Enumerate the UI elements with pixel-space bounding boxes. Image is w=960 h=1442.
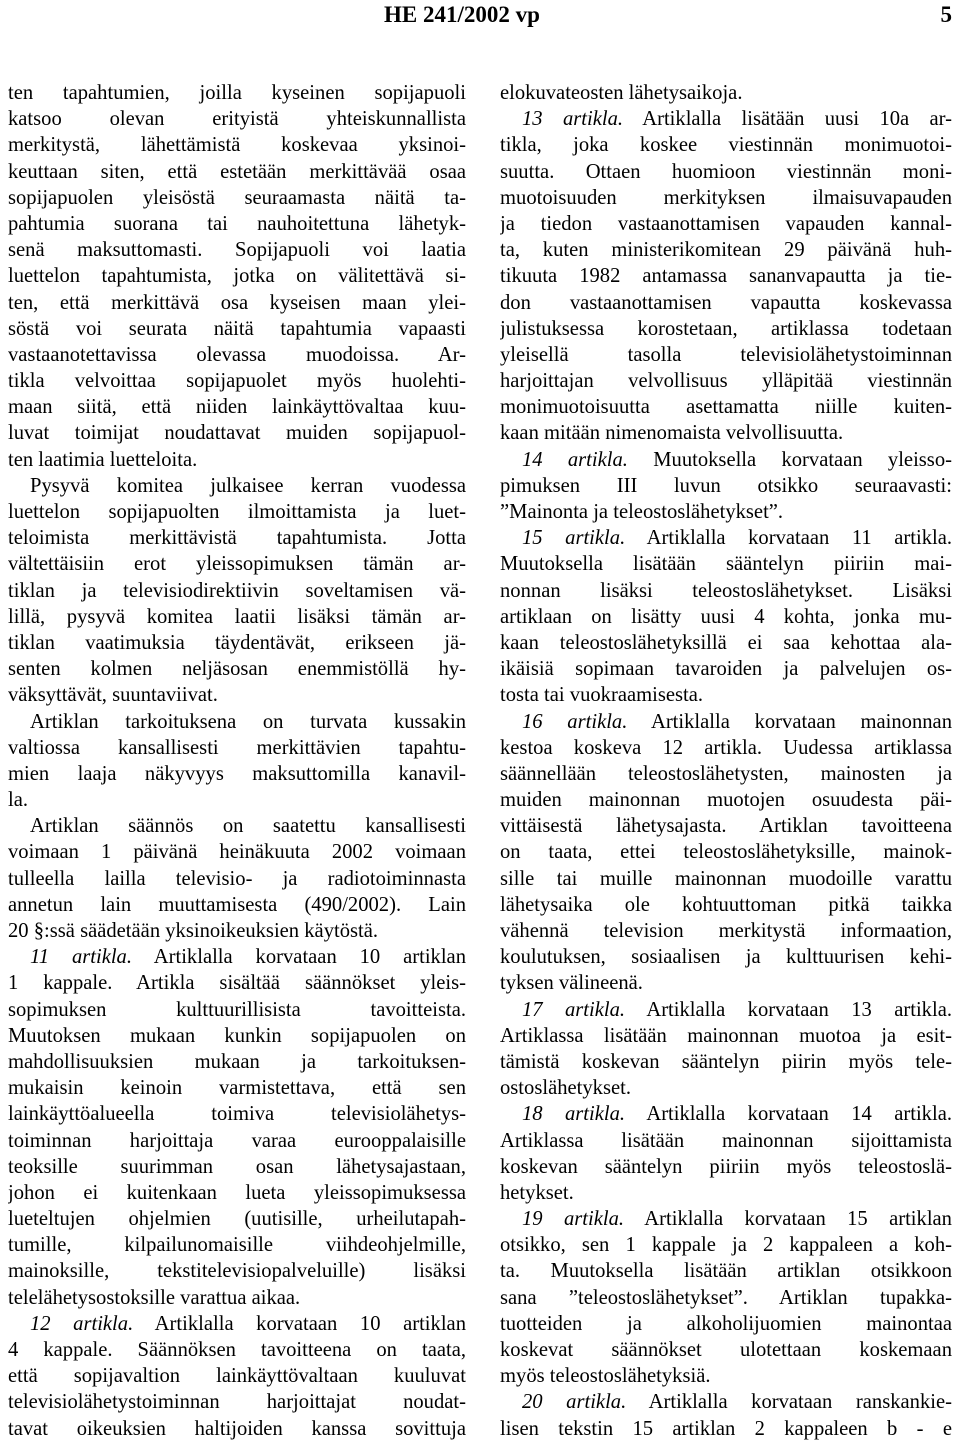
text-line xyxy=(8,604,466,630)
line-text: telelähetysostoksille varattua aikaa. xyxy=(8,1286,301,1309)
line-text: kestoa koskeva 12 artikla. Uudessa artiklassa xyxy=(500,736,952,759)
text-line xyxy=(500,1075,952,1101)
text-line xyxy=(500,1285,952,1311)
text-line xyxy=(500,420,952,446)
line-text: lainkäyttöalueella toimiva televisiolähetys- xyxy=(8,1103,466,1126)
text-line xyxy=(8,709,466,735)
line-text: valtiossa kansallisesti merkittävien tapahtu- xyxy=(8,736,466,759)
text-line xyxy=(8,892,466,918)
line-text: luvat toimijat noudattavat muiden sopijapuol- xyxy=(8,422,466,445)
text-line xyxy=(8,237,466,263)
line-text: Artiklan säännös on saatettu kansallisesti xyxy=(30,815,466,838)
text-line xyxy=(8,473,466,499)
text-line xyxy=(8,185,466,211)
line-text: Pysyvä komitea julkaisee kerran vuodessa xyxy=(30,474,466,497)
text-line xyxy=(500,106,952,132)
text-line xyxy=(8,263,466,289)
text-line xyxy=(500,1154,952,1180)
text-line xyxy=(8,1363,466,1389)
text-line xyxy=(8,525,466,551)
right-text-column xyxy=(500,80,952,1442)
page-header xyxy=(0,2,960,30)
line-text: vähennä television merkitystä informaation, xyxy=(500,920,952,942)
line-text: julistuksessa korostetaan, artiklassa todetaan xyxy=(500,317,952,340)
line-text: sille tai muille mainonnan muodoille varattu xyxy=(500,867,952,890)
line-text: mainoksille, tekstitelevisiopalveluille) lisäksi xyxy=(8,1260,466,1283)
text-line xyxy=(500,813,952,839)
text-line xyxy=(8,1389,466,1415)
article-heading: 17 artikla. xyxy=(522,998,626,1021)
text-line xyxy=(8,761,466,787)
text-line xyxy=(8,1075,466,1101)
line-text: ja tiedon vastaanottamisen vapauden kannal- xyxy=(500,212,952,235)
text-line xyxy=(500,368,952,394)
text-line xyxy=(500,525,952,551)
text-line xyxy=(8,499,466,525)
line-text: Artiklalla lisätään uusi 10a ar- xyxy=(623,108,952,131)
line-text: tavat oikeuksien haltijoiden kanssa sovittuja xyxy=(8,1417,466,1440)
line-text: Artiklalla korvataan 13 artikla. xyxy=(625,998,952,1021)
line-text: tosta tai vuokraamisesta. xyxy=(500,684,704,707)
text-line xyxy=(500,1389,952,1415)
line-text: muotoisuuden merkityksen ilmaisuvapauden xyxy=(500,186,952,209)
line-text: Artiklalla korvataan 10 artiklan xyxy=(133,1312,466,1335)
line-text: säännellään teleostoslähetysten, mainosten ja xyxy=(500,762,952,785)
text-line xyxy=(8,80,466,106)
line-text: tikla, joka koskee viestinnän monimuotoi- xyxy=(500,134,952,157)
line-text: ten laatimia luetteloita. xyxy=(8,448,198,471)
text-line xyxy=(500,447,952,473)
text-line xyxy=(500,394,952,420)
line-text: sana ”teleostoslähetykset”. Artiklan tupakka- xyxy=(500,1286,952,1309)
line-text: sopimuksen kulttuurillisista tavoitteista. xyxy=(8,998,466,1021)
line-text: monimuotoisuutta asettamatta niille kuiten- xyxy=(500,396,952,419)
text-line xyxy=(500,1337,952,1363)
line-text: lähetysaika ole kohtuuttoman pitkä taikka xyxy=(500,893,952,916)
left-text-column xyxy=(8,80,466,1442)
line-text: keuttaan siten, että estetään merkittävää osaa xyxy=(8,160,466,183)
line-text: toiminnan harjoittaja varaa eurooppalaisille xyxy=(8,1129,466,1152)
text-line xyxy=(8,159,466,185)
line-text: tyksen välineenä. xyxy=(500,972,643,995)
article-heading: 19 artikla. xyxy=(522,1208,625,1231)
line-text: koskevan sääntelyn piiriin myös teleostoslä- xyxy=(500,1155,952,1178)
line-text: tikla velvoittaa sopijapuolet myös huolehti- xyxy=(8,370,466,393)
text-line xyxy=(500,970,952,996)
line-text: ta, kuten ministerikomitean 29 päivänä huh- xyxy=(500,239,952,262)
text-line xyxy=(8,944,466,970)
line-text: yleisellä tasolla televisiolähetystoiminnan xyxy=(500,343,952,366)
line-text: senä maksuttomasti. Sopijapuoli voi laatia xyxy=(8,239,466,262)
line-text: Artiklan tarkoituksena on turvata kussakin xyxy=(30,710,466,733)
text-line xyxy=(500,80,952,106)
text-line xyxy=(8,578,466,604)
text-line xyxy=(8,106,466,132)
text-line xyxy=(8,1023,466,1049)
text-line xyxy=(500,1101,952,1127)
line-text: tämistä koskevan sääntelyn piirin myös tele- xyxy=(500,1050,952,1073)
text-line xyxy=(8,1416,466,1442)
text-line xyxy=(8,813,466,839)
line-text: suutta. Ottaen huomioon viestinnän moni- xyxy=(500,160,952,183)
text-line xyxy=(500,551,952,577)
line-text: sopijapuolen yleisöstä seuraamasta näitä ta- xyxy=(8,186,466,209)
line-text: mukaisin keinoin varmistettava, että sen xyxy=(8,1077,466,1100)
line-text: nonnan lisäksi teleostoslähetykset. Lisäksi xyxy=(500,579,952,602)
text-line xyxy=(8,420,466,446)
article-heading: 12 artikla. xyxy=(30,1312,134,1335)
text-line xyxy=(500,918,952,944)
line-text: koskevat säännökset ulotettaan koskemaan xyxy=(500,1339,952,1361)
text-line xyxy=(500,1180,952,1206)
text-line xyxy=(500,1049,952,1075)
line-text: merkitystä, lähettämistä koskevaa yksinoi- xyxy=(8,134,466,157)
line-text: lisen tekstin 15 artiklan 2 kappaleen b - e xyxy=(500,1417,952,1440)
text-line xyxy=(500,290,952,316)
line-text: mien laaja näkyvyys maksuttomilla kanavil- xyxy=(8,762,466,785)
text-line xyxy=(500,1206,952,1232)
line-text: 20 §:ssä säädetään yksinoikeuksien käytöstä. xyxy=(8,920,379,942)
line-text: Artiklassa lisätään mainonnan sijoittamista xyxy=(500,1129,952,1152)
line-text: tiklan ja televisiodirektiivin soveltamisen vä- xyxy=(8,579,466,602)
text-line xyxy=(500,211,952,237)
line-text: vastaanotettavissa olevassa muodoissa. Ar- xyxy=(8,343,466,366)
line-text: ”Mainonta ja teleostoslähetykset”. xyxy=(500,501,784,523)
line-text: Artiklalla korvataan mainonnan xyxy=(627,710,952,733)
text-line xyxy=(500,892,952,918)
line-text: teloimista merkittävistä tapahtumista. Jotta xyxy=(8,527,466,550)
text-line xyxy=(500,578,952,604)
line-text: kaan teleostoslähetyksillä ei saa kehottaa ala- xyxy=(500,631,952,654)
text-line xyxy=(8,787,466,813)
line-text: tumille, kilpailunomaisille viihdeohjelmille, xyxy=(8,1234,466,1257)
line-text: televisiolähetystoiminnan harjoittajat noudat- xyxy=(8,1391,466,1414)
line-text: 1 kappale. Artikla sisältää säännökset yleis- xyxy=(8,972,466,995)
text-line xyxy=(8,1154,466,1180)
line-text: vältettäisiin erot yleissopimuksen tämän ar- xyxy=(8,553,466,576)
line-text: pahtumia suorana tai nauhoitettuna lähetyk- xyxy=(8,212,466,235)
text-line xyxy=(8,1232,466,1258)
line-text: luettelon tapahtumista, jotka on välitettävä si- xyxy=(8,265,466,288)
text-line xyxy=(500,682,952,708)
line-text: ten, että merkittävä osa kyseisen maan ylei- xyxy=(8,291,466,314)
text-line xyxy=(8,1285,466,1311)
line-text: artiklaan on lisätty uusi 4 kohta, jonka mu- xyxy=(500,605,952,628)
text-line xyxy=(8,866,466,892)
text-line xyxy=(500,132,952,158)
text-line xyxy=(8,290,466,316)
text-line xyxy=(500,1128,952,1154)
line-text: ikäisiä sopimaan tavaroiden ja palvelujen os- xyxy=(500,658,952,681)
line-text: ta. Muutoksella lisätään artiklan otsikkoon xyxy=(500,1260,952,1283)
line-text: myös teleostoslähetyksiä. xyxy=(500,1365,711,1388)
line-text: pimuksen III luvun otsikko seuraavasti: xyxy=(500,474,952,497)
text-line xyxy=(8,211,466,237)
text-line xyxy=(500,735,952,761)
line-text: hetykset. xyxy=(500,1181,574,1204)
line-text: la. xyxy=(8,789,29,812)
line-text: ostoslähetykset. xyxy=(500,1077,631,1100)
line-text: Artiklalla korvataan ranskankie- xyxy=(626,1391,952,1414)
article-heading: 20 artikla. xyxy=(522,1391,627,1414)
line-text: väksyttävät, suuntaviivat. xyxy=(8,684,218,707)
article-heading: 18 artikla. xyxy=(522,1103,626,1126)
line-text: Artiklassa lisätään mainonnan muotoa ja esit- xyxy=(500,1024,952,1047)
text-line xyxy=(8,1311,466,1337)
page-number: 5 xyxy=(940,2,952,27)
text-line xyxy=(8,735,466,761)
text-line xyxy=(500,866,952,892)
line-text: voimaan 1 päivänä heinäkuuta 2002 voimaan xyxy=(8,841,466,864)
text-line xyxy=(500,604,952,630)
line-text: tiklan vaatimuksia täydentävät, erikseen jä- xyxy=(8,631,466,654)
text-line xyxy=(8,368,466,394)
text-line xyxy=(8,447,466,473)
text-line xyxy=(8,630,466,656)
line-text: lueteltujen ohjelmien (uutisille, urheilutapah- xyxy=(8,1208,466,1231)
line-text: teoksille suurimman osan lähetysajastaan, xyxy=(8,1155,466,1178)
text-line xyxy=(8,1258,466,1284)
text-line xyxy=(8,1128,466,1154)
line-text: elokuvateosten lähetysaikoja. xyxy=(500,82,743,104)
text-line xyxy=(500,342,952,368)
article-heading: 15 artikla. xyxy=(522,527,626,550)
text-line xyxy=(8,1337,466,1363)
text-line xyxy=(500,761,952,787)
line-text: katsoo olevan erityistä yhteiskunnallista xyxy=(8,108,466,131)
text-line xyxy=(8,1180,466,1206)
line-text: vittäisestä lähetysajasta. Artiklan tavoitteena xyxy=(500,815,952,838)
line-text: Muutoksen mukaan kunkin sopijapuolen on xyxy=(8,1024,466,1047)
text-line xyxy=(8,1101,466,1127)
line-text: harjoittajan velvollisuus ylläpitää viestinnän xyxy=(500,370,952,393)
text-line xyxy=(500,787,952,813)
line-text: 4 kappale. Säännöksen tavoitteena on taata, xyxy=(8,1339,466,1361)
line-text: mahdollisuuksien mukaan ja tarkoituksen- xyxy=(8,1050,466,1073)
text-line xyxy=(8,1049,466,1075)
document-id: HE 241/2002 vp xyxy=(384,2,540,27)
article-heading: 13 artikla. xyxy=(522,108,624,131)
text-line xyxy=(8,839,466,865)
text-line xyxy=(500,1232,952,1258)
line-text: tuotteiden ja alkoholijuomien mainontaa xyxy=(500,1312,952,1335)
line-text: muiden mainonnan muotojen osuudesta päi- xyxy=(500,789,952,812)
text-line xyxy=(500,944,952,970)
text-line xyxy=(500,656,952,682)
line-text: söstä voi seurata näitä tapahtumia vapaasti xyxy=(8,317,466,340)
line-text: Muutoksella lisätään sääntelyn piiriin mai- xyxy=(500,553,952,576)
text-line xyxy=(500,997,952,1023)
text-line xyxy=(500,839,952,865)
line-text: luettelon sopijapuolten ilmoittamista ja luet- xyxy=(8,501,466,523)
text-line xyxy=(500,159,952,185)
article-heading: 11 artikla. xyxy=(30,946,133,969)
article-heading: 16 artikla. xyxy=(522,710,628,733)
line-text: Artiklalla korvataan 15 artiklan xyxy=(624,1208,952,1231)
text-line xyxy=(8,1206,466,1232)
line-text: ten tapahtumien, joilla kyseinen sopijapuoli xyxy=(8,82,466,104)
line-text: koulutuksen, sosiaalisen ja kulttuurisen kehi- xyxy=(500,946,952,969)
article-heading: 14 artikla. xyxy=(522,448,628,471)
text-line xyxy=(500,316,952,342)
line-text: don vastaanottamisen vapautta koskevassa xyxy=(500,291,952,314)
line-text: lillä, pysyvä komitea laatii lisäksi tämän ar- xyxy=(8,605,466,628)
line-text: otsikko, sen 1 kappale ja 2 kappaleen a koh- xyxy=(500,1234,952,1257)
line-text: maan siitä, että niiden lainkäyttövaltaa kuu- xyxy=(8,396,466,419)
line-text: Artiklalla korvataan 11 artikla. xyxy=(625,527,952,550)
text-line xyxy=(8,970,466,996)
text-line xyxy=(8,682,466,708)
line-text: annetun lain muuttamisesta (490/2002). Lain xyxy=(8,893,466,916)
text-line xyxy=(500,1258,952,1284)
text-line xyxy=(8,656,466,682)
text-line xyxy=(8,132,466,158)
text-line xyxy=(500,473,952,499)
line-text: Artiklalla korvataan 10 artiklan xyxy=(132,946,466,969)
line-text: tikuuta 1982 antamassa sananvapautta ja tie- xyxy=(500,265,952,288)
text-line xyxy=(8,316,466,342)
text-line xyxy=(500,1363,952,1389)
text-line xyxy=(500,263,952,289)
line-text: on taata, ettei teleostoslähetyksille, mainok- xyxy=(500,841,952,864)
text-line xyxy=(500,499,952,525)
line-text: että sopijavaltion lainkäyttövaltaan kuuluvat xyxy=(8,1365,466,1388)
text-line xyxy=(8,997,466,1023)
line-text: johon ei kuitenkaan lueta yleissopimuksessa xyxy=(8,1181,466,1204)
text-line xyxy=(500,185,952,211)
line-text: tulleella lailla televisio- ja radiotoiminnasta xyxy=(8,867,466,890)
text-line xyxy=(500,237,952,263)
text-line xyxy=(500,1023,952,1049)
line-text: Muutoksella korvataan yleisso- xyxy=(627,448,952,471)
line-text: Artiklalla korvataan 14 artikla. xyxy=(625,1103,952,1126)
text-line xyxy=(500,1416,952,1442)
text-line xyxy=(500,1311,952,1337)
text-line xyxy=(500,709,952,735)
text-line xyxy=(8,342,466,368)
text-line xyxy=(8,551,466,577)
text-line xyxy=(500,630,952,656)
line-text: kaan mitään nimenomaista velvollisuutta. xyxy=(500,422,844,445)
text-line xyxy=(8,394,466,420)
text-line xyxy=(8,918,466,944)
line-text: senten kolmen neljäsosan enemmistöllä hy- xyxy=(8,658,466,681)
